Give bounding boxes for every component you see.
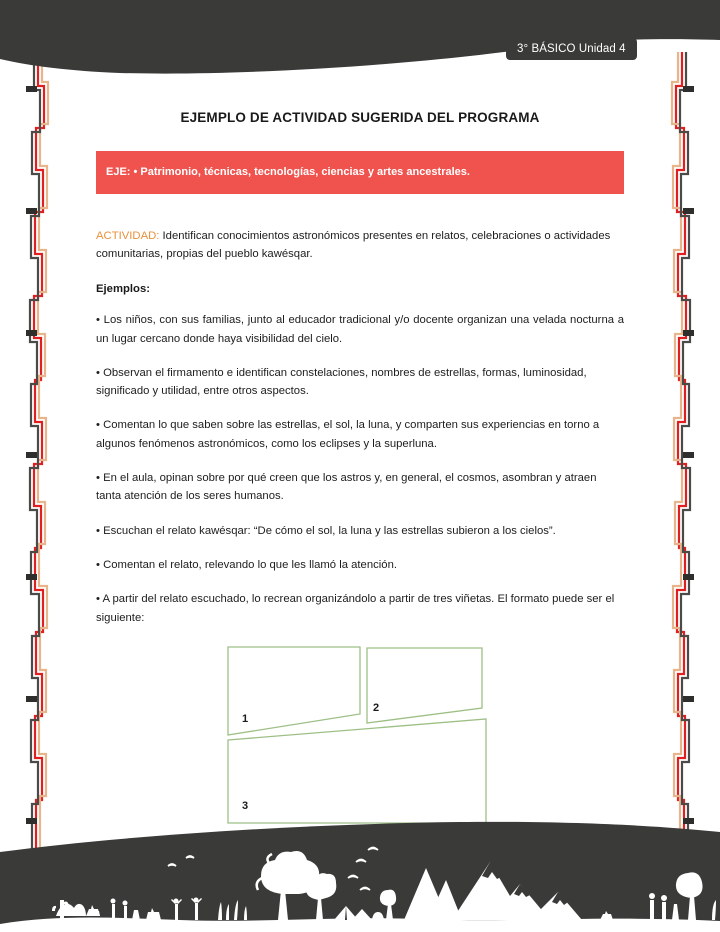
list-item: • Comentan el relato, relevando lo que les llamó la atención. <box>96 558 397 571</box>
document-content <box>96 96 624 825</box>
activity-label: ACTIVIDAD: <box>96 230 160 243</box>
decorative-border-right <box>662 52 702 852</box>
comic-panel-3 <box>228 719 486 823</box>
comic-panel-3-label: 3 <box>242 799 249 812</box>
list-item: • Observan el firmamento e identifican constelaciones, nombres de estrellas, formas, luminosidad, significado y utilidad, entre otros aspectos. <box>96 366 587 398</box>
unit-badge: 3° BÁSICO Unidad 4 <box>506 38 637 60</box>
comic-panel-2 <box>367 648 482 723</box>
comic-panel-2-label: 2 <box>373 701 380 714</box>
activity-text: Identifican conocimientos astronómicos presentes en relatos, celebraciones o actividades comunitarias, propias del pueblo kawésqar. <box>96 230 611 260</box>
list-item: • Escuchan el relato kawésqar: “De cómo el sol, la luna y las estrellas subieron a los cielos”. <box>96 524 556 537</box>
activity-paragraph <box>96 228 624 263</box>
list-item: • En el aula, opinan sobre por qué creen que los astros y, en general, el cosmos, asombran y atraen tanta atención de los seres humanos. <box>96 472 597 503</box>
page-title: EJEMPLO DE ACTIVIDAD SUGERIDA DEL PROGRAMA <box>180 110 540 125</box>
examples-heading: Ejemplos: <box>96 283 150 296</box>
comic-panel-template <box>226 645 494 825</box>
eje-banner: EJE: • Patrimonio, técnicas, tecnologías, ciencias y artes ancestrales. <box>96 151 624 194</box>
list-item: • A partir del relato escuchado, lo recrean organizándolo a partir de tres viñetas. El formato puede ser el siguiente: <box>96 593 615 624</box>
list-item: • Los niños, con sus familias, junto al educador tradicional y/o docente organizan una velada nocturna a un lugar cercano donde haya visibilidad del cielo. <box>96 314 624 345</box>
footer-landscape-illustration <box>0 820 720 932</box>
comic-panel-1-label: 1 <box>242 712 249 725</box>
decorative-border-left <box>18 52 58 852</box>
list-item: • Comentan lo que saben sobre las estrellas, el sol, la luna, y comparten sus experiencias en torno a algunos fenómenos astronómicos, como los eclipses y la superluna. <box>96 419 600 450</box>
